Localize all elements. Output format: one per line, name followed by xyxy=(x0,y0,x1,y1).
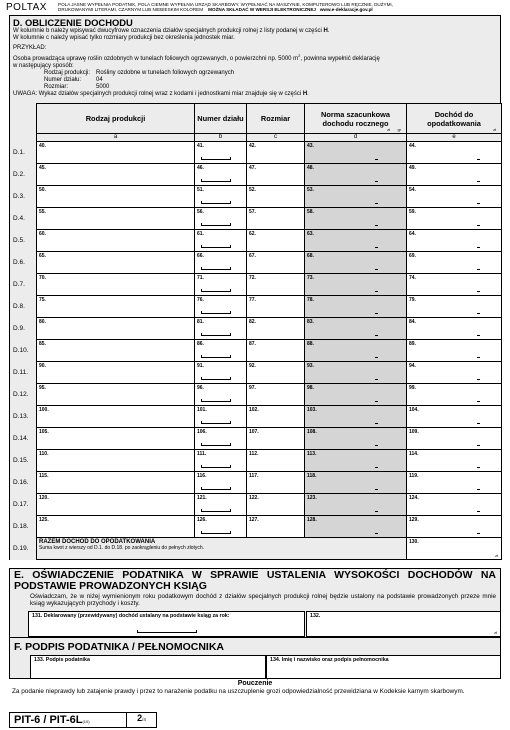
field-rodzaj[interactable]: 110. xyxy=(37,450,195,472)
field-rozmiar[interactable]: 47. xyxy=(247,164,305,186)
row-label: D.4. xyxy=(10,208,37,230)
field-rodzaj[interactable]: 105. xyxy=(37,428,195,450)
decimal-separator xyxy=(375,225,378,226)
field-rodzaj[interactable]: 120. xyxy=(37,494,195,516)
section-f xyxy=(9,638,501,679)
row-label: D.14. xyxy=(10,428,37,450)
decimal-separator xyxy=(375,269,378,270)
decimal-separator xyxy=(375,445,378,446)
example-rows xyxy=(10,70,500,91)
row-label: D.15. xyxy=(10,450,37,472)
row-label: D.9. xyxy=(10,318,37,340)
page-number: 2/4 xyxy=(127,712,157,728)
field-rozmiar[interactable]: 87. xyxy=(247,340,305,362)
code-boxes xyxy=(201,311,231,314)
example-row: Rodzaj produkcji: Rośliny ozdobne w tunelach foliowych ogrzewanych xyxy=(44,70,235,76)
field-numer[interactable]: 46. xyxy=(195,164,247,186)
field-rodzaj[interactable]: 45. xyxy=(37,164,195,186)
row-label: D.16. xyxy=(10,472,37,494)
decimal-separator xyxy=(477,401,480,402)
decimal-separator xyxy=(375,533,378,534)
field-132-income[interactable]: 132. zł xyxy=(306,611,501,637)
field-rozmiar[interactable]: 52. xyxy=(247,186,305,208)
warning-text: UWAGA: Wykaz działów specjalnych produkcji rolnej wraz z kodami i jednostkami miar znajduje się w części H. xyxy=(13,91,309,97)
decimal-separator xyxy=(375,203,378,204)
decimal-separator xyxy=(477,357,480,358)
field-133-signature[interactable]: 133. Podpis podatnika xyxy=(30,655,266,679)
field-rodzaj[interactable]: 85. xyxy=(37,340,195,362)
decimal-separator xyxy=(477,335,480,336)
row-label: D.10. xyxy=(10,340,37,362)
field-numer[interactable]: 81. xyxy=(195,318,247,340)
row-label: D.7. xyxy=(10,274,37,296)
field-numer[interactable]: 106. xyxy=(195,428,247,450)
decimal-separator xyxy=(477,467,480,468)
table-row xyxy=(10,516,502,538)
table-header-row xyxy=(10,104,502,134)
table-row xyxy=(10,142,502,164)
decimal-separator xyxy=(375,467,378,468)
field-norma: 53. xyxy=(305,186,407,208)
field-norma: 123. xyxy=(305,494,407,516)
decimal-separator xyxy=(375,379,378,380)
field-norma: 93. xyxy=(305,362,407,384)
decimal-separator xyxy=(477,269,480,270)
table-row xyxy=(10,450,502,472)
form-footer xyxy=(9,712,157,728)
col-header-rodzaj: Rodzaj produkcji xyxy=(37,104,195,134)
section-d-line1: W kolumnie b należy wpisywać dwucyfrowe oznaczenia działów specjalnych produkcji rolnej z listy podanej w części H. xyxy=(13,28,330,34)
field-rozmiar[interactable]: 67. xyxy=(247,252,305,274)
decimal-separator xyxy=(375,247,378,248)
field-dochod[interactable]: 54. xyxy=(407,186,502,208)
decimal-separator xyxy=(477,203,480,204)
row-label: D.2. xyxy=(10,164,37,186)
field-rozmiar[interactable]: 92. xyxy=(247,362,305,384)
field-norma: 108. xyxy=(305,428,407,450)
field-rozmiar[interactable]: 112. xyxy=(247,450,305,472)
code-boxes xyxy=(201,267,231,270)
field-rodzaj[interactable]: 40. xyxy=(37,142,195,164)
example-text: Osoba prowadząca uprawę roślin ozdobnych w tunelach foliowych ogrzewanych, o powierzchni np. 5000 $m^2$, powinna wypełnić deklarację xyxy=(13,53,380,62)
field-rozmiar[interactable]: 127. xyxy=(247,516,305,538)
field-dochod[interactable]: 74. xyxy=(407,274,502,296)
field-rozmiar[interactable]: 107. xyxy=(247,428,305,450)
example-row: Numer działu: 04 xyxy=(44,77,103,83)
code-boxes xyxy=(201,355,231,358)
decimal-separator xyxy=(477,181,480,182)
code-boxes xyxy=(201,289,231,292)
code-boxes xyxy=(201,487,231,490)
row-label: D.13. xyxy=(10,406,37,428)
row-label: D.6. xyxy=(10,252,37,274)
table-row xyxy=(10,252,502,274)
brand-logo: POLTAX xyxy=(6,2,47,13)
row-label: D.8. xyxy=(10,296,37,318)
field-norma: 113. xyxy=(305,450,407,472)
field-dochod[interactable]: 129. xyxy=(407,516,502,538)
field-numer[interactable]: 61. xyxy=(195,230,247,252)
table-row xyxy=(10,428,502,450)
field-numer[interactable]: 91. xyxy=(195,362,247,384)
field-dochod[interactable]: 89. xyxy=(407,340,502,362)
production-table xyxy=(9,103,502,560)
field-norma: 98. xyxy=(305,384,407,406)
field-dochod[interactable]: 124. xyxy=(407,494,502,516)
code-boxes xyxy=(201,157,231,160)
field-rozmiar[interactable]: 117. xyxy=(247,472,305,494)
field-rozmiar[interactable]: 97. xyxy=(247,384,305,406)
field-rodzaj[interactable]: 50. xyxy=(37,186,195,208)
field-rodzaj[interactable]: 90. xyxy=(37,362,195,384)
field-rozmiar[interactable]: 102. xyxy=(247,406,305,428)
field-rozmiar[interactable]: 82. xyxy=(247,318,305,340)
section-e xyxy=(9,568,501,638)
field-norma: 48. xyxy=(305,164,407,186)
example-text-2: w następujący sposób: xyxy=(13,63,74,69)
table-row xyxy=(10,494,502,516)
field-norma: 128. xyxy=(305,516,407,538)
field-numer[interactable]: 66. xyxy=(195,252,247,274)
field-rodzaj[interactable]: 70. xyxy=(37,274,195,296)
table-row xyxy=(10,406,502,428)
field-134-proxy-signature[interactable]: 134. Imię i nazwisko oraz podpis pełnomocnika xyxy=(266,655,501,679)
decimal-separator xyxy=(477,423,480,424)
field-norma: 83. xyxy=(305,318,407,340)
code-boxes xyxy=(201,465,231,468)
decimal-separator xyxy=(477,445,480,446)
field-rodzaj[interactable]: 65. xyxy=(37,252,195,274)
field-numer[interactable]: 111. xyxy=(195,450,247,472)
col-header-norma: Norma szacunkowa dochodu rocznego zł gr xyxy=(305,104,407,134)
code-boxes xyxy=(201,333,231,336)
field-norma: 68. xyxy=(305,252,407,274)
example-row: Rozmiar: 5000 xyxy=(44,84,110,90)
field-norma: 103. xyxy=(305,406,407,428)
decimal-separator xyxy=(477,379,480,380)
table-row xyxy=(10,296,502,318)
decimal-separator xyxy=(375,335,378,336)
row-label: D.1. xyxy=(10,142,37,164)
row-label: D.5. xyxy=(10,230,37,252)
col-header-dochod: Dochód do opodatkowania zł xyxy=(407,104,502,134)
code-boxes xyxy=(201,245,231,248)
field-norma: 73. xyxy=(305,274,407,296)
decimal-separator xyxy=(375,423,378,424)
field-rozmiar[interactable]: 77. xyxy=(247,296,305,318)
field-dochod[interactable]: 59. xyxy=(407,208,502,230)
row-label: D.3. xyxy=(10,186,37,208)
fill-instructions: POLA JASNE WYPEŁNIA PODATNIK, POLA CIEMNE WYPEŁNIA URZĄD SKARBOWY. WYPEŁNIAĆ NA MASZYNIE, KOMPUTEROWO LUB RĘCZNIE, DUŻYMI, DRUKOWANYMI LITERAMI, CZARNYM LUB NIEBIESKIM KOLOREM MOŻNA SKŁADAĆ W WERSJI ELEKTRONICZNEJ www.e-deklaracje.gov.pl xyxy=(58,2,393,13)
decimal-separator xyxy=(375,489,378,490)
decimal-separator xyxy=(477,489,480,490)
row-label: D.19. xyxy=(10,538,37,560)
decimal-separator xyxy=(477,247,480,248)
field-dochod[interactable]: 94. xyxy=(407,362,502,384)
field-norma: 63. xyxy=(305,230,407,252)
field-numer[interactable]: 56. xyxy=(195,208,247,230)
table-row xyxy=(10,340,502,362)
field-numer[interactable]: 41. xyxy=(195,142,247,164)
table-row xyxy=(10,472,502,494)
code-boxes xyxy=(201,443,231,446)
field-norma: 88. xyxy=(305,340,407,362)
code-boxes xyxy=(201,377,231,380)
form-header xyxy=(4,2,506,16)
col-header-rozmiar: Rozmiar xyxy=(247,104,305,134)
field-dochod[interactable]: 44. xyxy=(407,142,502,164)
field-numer[interactable]: 126. xyxy=(195,516,247,538)
field-norma: 118. xyxy=(305,472,407,494)
field-rodzaj[interactable]: 55. xyxy=(37,208,195,230)
table-row xyxy=(10,318,502,340)
field-norma: 78. xyxy=(305,296,407,318)
total-label: RAZEM DOCHÓD DO OPODATKOWANIA Suma kwot z wierszy od D.1. do D.18. po zaokrągleniu do pełnych złotych. xyxy=(37,538,407,560)
decimal-separator xyxy=(375,291,378,292)
form-code: PIT-6 / PIT-6L(10) xyxy=(9,712,127,728)
table-row xyxy=(10,274,502,296)
col-header-numer: Numer działu xyxy=(195,104,247,134)
field-rodzaj[interactable]: 95. xyxy=(37,384,195,406)
field-numer[interactable]: 51. xyxy=(195,186,247,208)
code-boxes xyxy=(201,201,231,204)
field-dochod[interactable]: 119. xyxy=(407,472,502,494)
field-dochod[interactable]: 64. xyxy=(407,230,502,252)
field-numer[interactable]: 96. xyxy=(195,384,247,406)
decimal-separator xyxy=(375,401,378,402)
decimal-separator xyxy=(477,313,480,314)
field-130-total[interactable]: 130. zł xyxy=(407,538,502,560)
field-norma: 58. xyxy=(305,208,407,230)
field-numer[interactable]: 86. xyxy=(195,340,247,362)
example-label: PRZYKŁAD: xyxy=(13,45,47,51)
code-boxes xyxy=(201,179,231,182)
field-rozmiar[interactable]: 62. xyxy=(247,230,305,252)
code-boxes xyxy=(201,421,231,424)
field-dochod[interactable]: 114. xyxy=(407,450,502,472)
row-label: D.11. xyxy=(10,362,37,384)
field-rodzaj[interactable]: 75. xyxy=(37,296,195,318)
field-rodzaj[interactable]: 115. xyxy=(37,472,195,494)
row-label: D.12. xyxy=(10,384,37,406)
field-rodzaj[interactable]: 60. xyxy=(37,230,195,252)
section-f-title: F. PODPIS PODATNIKA / PEŁNOMOCNIKA xyxy=(14,641,225,653)
field-rozmiar[interactable]: 42. xyxy=(247,142,305,164)
code-boxes xyxy=(201,399,231,402)
decimal-separator xyxy=(477,533,480,534)
field-131-year[interactable]: 131. Deklarowany (przewidywany) dochód ustalany na podstawie ksiąg za rok: xyxy=(28,611,305,637)
code-boxes xyxy=(201,531,231,534)
table-row xyxy=(10,230,502,252)
field-dochod[interactable]: 109. xyxy=(407,428,502,450)
field-numer[interactable]: 101. xyxy=(195,406,247,428)
field-numer[interactable]: 116. xyxy=(195,472,247,494)
field-numer[interactable]: 76. xyxy=(195,296,247,318)
decimal-separator xyxy=(477,159,480,160)
decimal-separator xyxy=(375,181,378,182)
section-e-title: E. OŚWIADCZENIE PODATNIKA W SPRAWIE USTALENIA WYSOKOŚCI DOCHODÓW NA PODSTAWIE PROWADZONYCH KSIĄG xyxy=(14,569,496,592)
field-norma: 43. xyxy=(305,142,407,164)
section-d-line2: W kolumnie c należy wpisać tylko rozmiary produkcji bez określenia jednostek miar. xyxy=(13,35,235,41)
decimal-separator xyxy=(375,159,378,160)
field-rozmiar[interactable]: 72. xyxy=(247,274,305,296)
field-dochod[interactable]: 49. xyxy=(407,164,502,186)
section-d-title: D. OBLICZENIE DOCHODU xyxy=(13,17,133,28)
field-dochod[interactable]: 99. xyxy=(407,384,502,406)
code-boxes xyxy=(201,509,231,512)
field-dochod[interactable]: 84. xyxy=(407,318,502,340)
field-dochod[interactable]: 69. xyxy=(407,252,502,274)
table-row xyxy=(10,384,502,406)
field-rodzaj[interactable]: 80. xyxy=(37,318,195,340)
code-boxes xyxy=(201,223,231,226)
field-rozmiar[interactable]: 122. xyxy=(247,494,305,516)
field-numer[interactable]: 121. xyxy=(195,494,247,516)
table-row xyxy=(10,208,502,230)
field-rodzaj[interactable]: 125. xyxy=(37,516,195,538)
row-label: D.18. xyxy=(10,516,37,538)
decimal-separator xyxy=(375,313,378,314)
decimal-separator xyxy=(375,357,378,358)
pouczenie-text: Za podanie nieprawdy lub zatajenie prawdy i przez to narażenie podatku na uszczuplenie grozi odpowiedzialność przewidziana w Kodeksie karnym skarbowym. xyxy=(12,688,465,695)
field-dochod[interactable]: 104. xyxy=(407,406,502,428)
decimal-separator xyxy=(477,291,480,292)
table-row xyxy=(10,186,502,208)
decimal-separator xyxy=(375,511,378,512)
total-row xyxy=(10,538,502,560)
pouczenie-title: Pouczenie xyxy=(237,680,273,687)
field-numer[interactable]: 71. xyxy=(195,274,247,296)
decimal-separator xyxy=(477,511,480,512)
decimal-separator xyxy=(477,225,480,226)
year-boxes xyxy=(137,630,197,633)
table-row xyxy=(10,362,502,384)
row-label: D.17. xyxy=(10,494,37,516)
field-rodzaj[interactable]: 100. xyxy=(37,406,195,428)
field-rozmiar[interactable]: 57. xyxy=(247,208,305,230)
table-letter-row: a b c d e xyxy=(10,134,502,142)
field-dochod[interactable]: 79. xyxy=(407,296,502,318)
table-row xyxy=(10,164,502,186)
section-e-desc: Oświadczam, że w niżej wymienionym roku podatkowym dochód z działów specjalnych produkcji rolnej będzie ustalony na podstawie prowadzonych przeze mnie ksiąg wykazujących przychody i koszty. xyxy=(30,593,496,608)
